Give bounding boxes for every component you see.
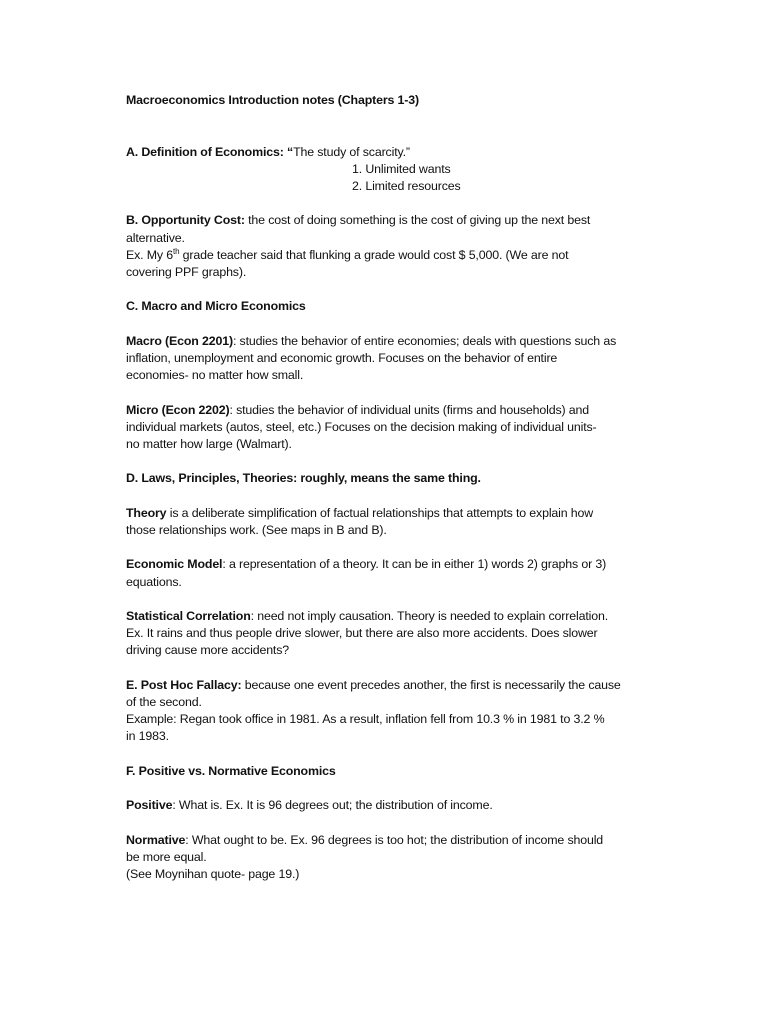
- section-f-heading: F. Positive vs. Normative Economics: [126, 763, 336, 778]
- model-text-1: : a representation of a theory. It can be in either 1) words 2) graphs or 3): [222, 557, 607, 572]
- macro-line-1: [126, 333, 646, 350]
- positive-label: Positive: [126, 798, 173, 813]
- model-line-1: [126, 556, 646, 573]
- section-b-example-pre: Ex. My 6: [126, 247, 173, 262]
- section-b-line-1: [126, 212, 646, 229]
- section-e-line-3: Example: Regan took office in 1981. As a result, inflation fell from 10.3 % in 1981 to 3.2 %: [126, 712, 605, 727]
- normative-text-1: : What ought to be. Ex. 96 degrees is too hot; the distribution of income should: [185, 832, 604, 847]
- section-a-quote-open: “: [283, 144, 294, 159]
- document-page: [126, 92, 646, 883]
- section-b-example-post: grade teacher said that flunking a grade would cost $ 5,000. (We are not: [179, 247, 569, 262]
- micro-line-3: no matter how large (Walmart).: [126, 436, 292, 451]
- normative-label: Normative: [126, 832, 186, 847]
- macro-line-3: economies- no matter how small.: [126, 368, 304, 383]
- section-e-line-4: in 1983.: [126, 729, 169, 744]
- stat-line-3: driving cause more accidents?: [126, 643, 290, 658]
- model-label: Economic Model: [126, 557, 223, 572]
- section-b-example-line-1: [126, 247, 646, 264]
- section-b-example-line-2: covering PPF graphs).: [126, 265, 247, 279]
- micro-line-1: [126, 402, 646, 419]
- theory-text-1: is a deliberate simplification of factual relationships that attempts to explain how: [166, 505, 594, 520]
- section-a-text: The study of scarcity.”: [293, 144, 410, 159]
- micro-line-2: individual markets (autos, steel, etc.) Focuses on the decision making of individual units-: [126, 419, 597, 434]
- section-e-line-2: of the second.: [126, 694, 202, 709]
- section-c-heading: C. Macro and Micro Economics: [126, 299, 306, 314]
- section-e-line-1: [126, 677, 646, 694]
- stat-label: Statistical Correlation: [126, 608, 251, 623]
- section-e-text-1: because one event precedes another, the first is necessarily the cause: [241, 677, 621, 692]
- normative-line-2: be more equal.: [126, 849, 207, 864]
- stat-text-1: : need not imply causation. Theory is needed to explain correlation.: [250, 608, 609, 623]
- positive-text: : What is. Ex. It is 96 degrees out; the distribution of income.: [172, 798, 493, 813]
- section-e-heading: E. Post Hoc Fallacy:: [126, 677, 242, 692]
- theory-line-2: those relationships work. (See maps in B and B).: [126, 522, 387, 537]
- macro-line-2: inflation, unemployment and economic growth. Focuses on the behavior of entire: [126, 350, 558, 365]
- section-a-list-item-1: 1. Unlimited wants: [352, 161, 451, 176]
- section-b-example-sup: th: [173, 246, 180, 256]
- theory-line-1: [126, 505, 646, 522]
- section-a-heading: A. Definition of Economics:: [126, 144, 284, 159]
- section-a-list-item-2: 2. Limited resources: [352, 179, 461, 193]
- section-b-line-2: alternative.: [126, 230, 185, 245]
- stat-line-1: [126, 608, 646, 625]
- theory-label: Theory: [126, 505, 167, 520]
- macro-label: Macro (Econ 2201): [126, 333, 233, 348]
- normative-line-1: [126, 832, 646, 849]
- macro-text-1: : studies the behavior of entire economies; deals with questions such as: [232, 333, 617, 348]
- section-b-heading: B. Opportunity Cost:: [126, 213, 245, 228]
- model-line-2: equations.: [126, 574, 182, 589]
- moynihan-quote-reference: (See Moynihan quote- page 19.): [126, 866, 300, 881]
- section-d-heading: D. Laws, Principles, Theories: roughly, means the same thing.: [126, 471, 481, 486]
- section-b-text-1: the cost of doing something is the cost of giving up the next best: [244, 213, 591, 228]
- positive-line: [126, 797, 646, 814]
- micro-label: Micro (Econ 2202): [126, 402, 230, 417]
- section-a-definition: [126, 144, 646, 161]
- stat-line-2: Ex. It rains and thus people drive slower, but there are also more accidents. Does slower: [126, 626, 598, 641]
- micro-text-1: : studies the behavior of individual units (firms and households) and: [229, 402, 590, 417]
- document-title: Macroeconomics Introduction notes (Chapters 1-3): [126, 93, 419, 107]
